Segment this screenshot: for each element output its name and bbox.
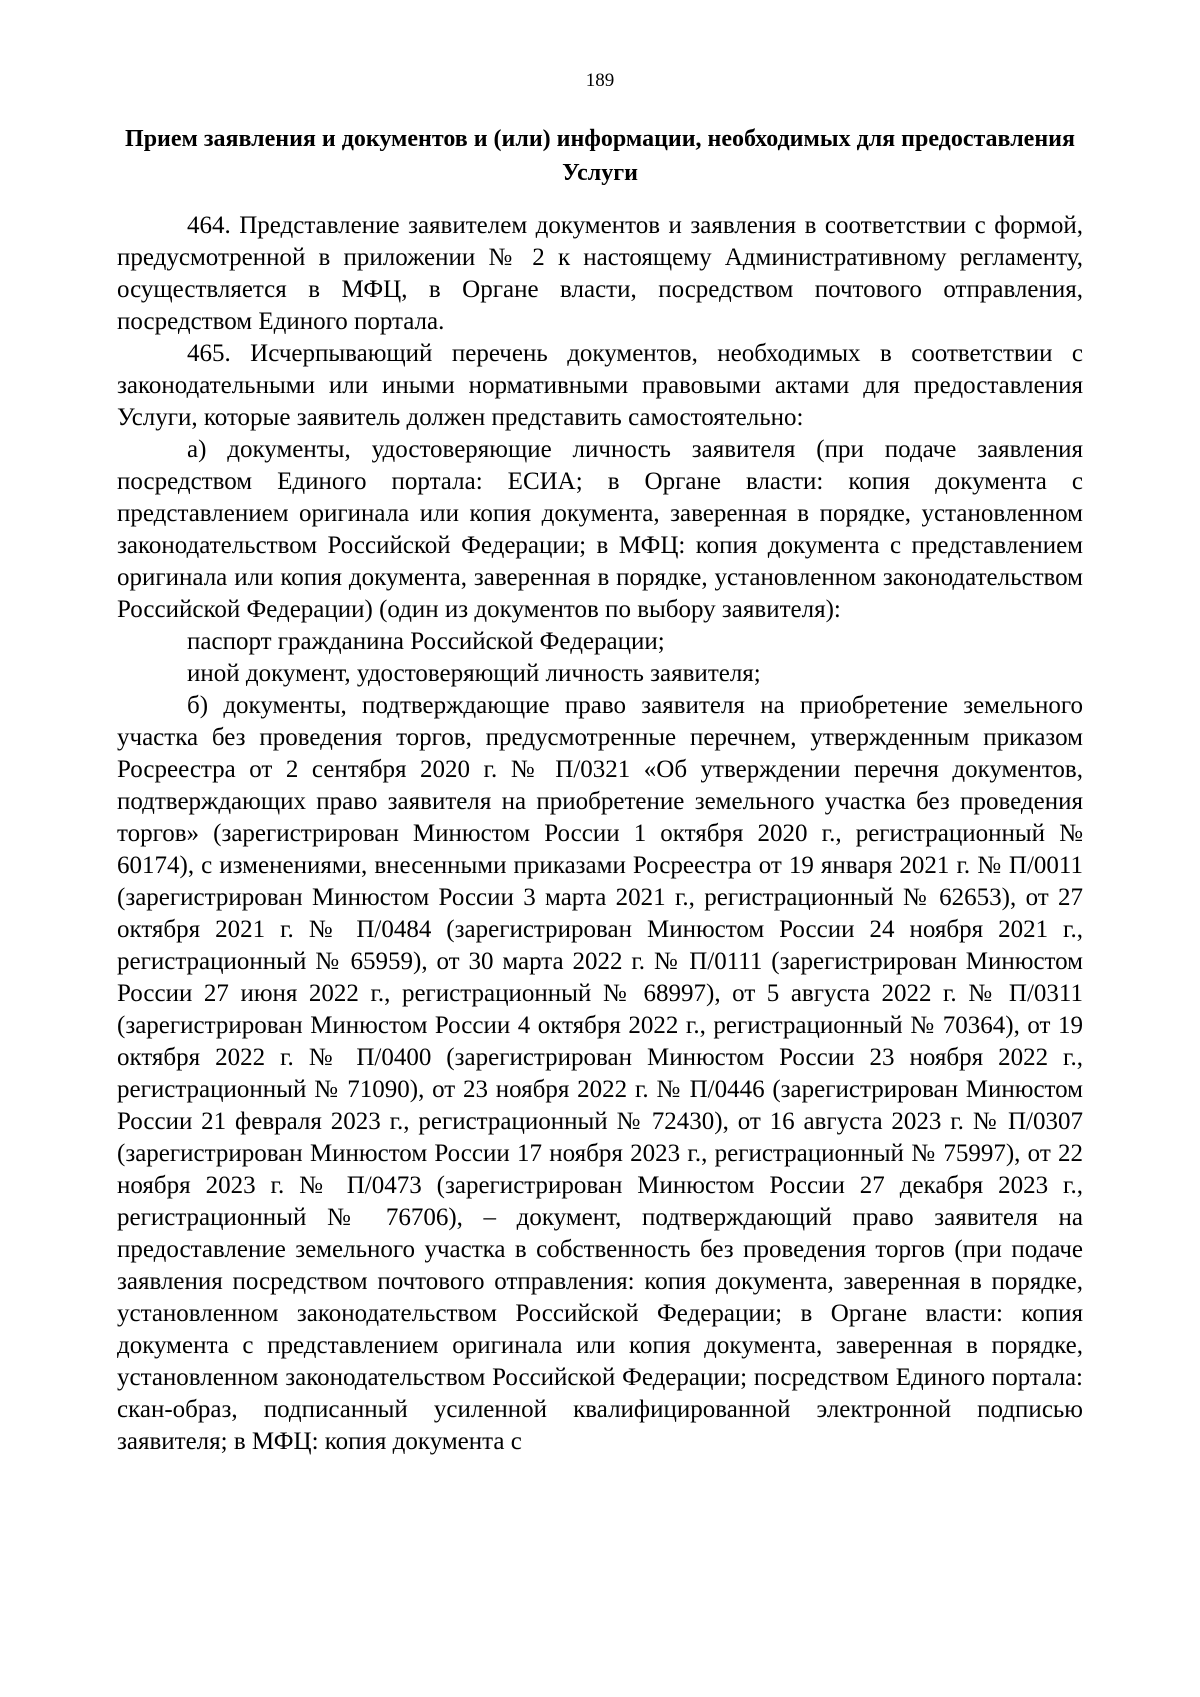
list-item-other-id: иной документ, удостоверяющий личность заявителя; [187, 660, 761, 687]
page-number: 189 [585, 70, 615, 91]
paragraph-item-a: а) документы, удостоверяющие личность заявителя (при подаче заявления посредством Единого портала: ЕСИА; в Органе власти: копия документа с представлением оригинала или копия документа, заверенная в порядке, установленном законодательством Российской Федерации; в МФЦ: копия документа с представлением оригинала или копия документа, заверенная в порядке, установленном законодательством Российской Федерации) (один из документов по выбору заявителя): [117, 436, 1083, 623]
section-heading: Прием заявления и документов и (или) информации, необходимых для предоставления Услуги [125, 126, 1075, 186]
list-item-passport: паспорт гражданина Российской Федерации; [187, 628, 665, 655]
paragraph-464: 464. Представление заявителем документов и заявления в соответствии с формой, предусмотренной в приложении № 2 к настоящему Административному регламенту, осуществляется в МФЦ, в Органе власти, посредством почтового отправления, посредством Единого портала. [117, 212, 1083, 335]
document-body [117, 210, 1083, 1458]
paragraph-item-b: б) документы, подтверждающие право заявителя на приобретение земельного участка без проведения торгов, предусмотренные перечнем, утвержденным приказом Росреестра от 2 сентября 2020 г. № П/0321 «Об утверждении перечня документов, подтверждающих право заявителя на приобретение земельного участка без проведения торгов» (зарегистрирован Минюстом России 1 октября 2020 г., регистрационный № 60174), с изменениями, внесенными приказами Росреестра от 19 января 2021 г. № П/0011 (зарегистрирован Минюстом России 3 марта 2021 г., регистрационный № 62653), от 27 октября 2021 г. № П/0484 (зарегистрирован Минюстом России 24 ноября 2021 г., регистрационный № 65959), от 30 марта 2022 г. № П/0111 (зарегистрирован Минюстом России 27 июня 2022 г., регистрационный № 68997), от 5 августа 2022 г. № П/0311 (зарегистрирован Минюстом России 4 октября 2022 г., регистрационный № 70364), от 19 октября 2022 г. № П/0400 (зарегистрирован Минюстом России 23 ноября 2022 г., регистрационный № 71090), от 23 ноября 2022 г. № П/0446 (зарегистрирован Минюстом России 21 февраля 2023 г., регистрационный № 72430), от 16 августа 2023 г. № П/0307 (зарегистрирован Минюстом России 17 ноября 2023 г., регистрационный № 75997), от 22 ноября 2023 г. № П/0473 (зарегистрирован Минюстом России 27 декабря 2023 г., регистрационный № 76706), – документ, подтверждающий право заявителя на предоставление земельного участка в собственность без проведения торгов (при подаче заявления посредством почтового отправления: копия документа, заверенная в порядке, установленном законодательством Российской Федерации; в Органе власти: копия документа с представлением оригинала или копия документа, заверенная в порядке, установленном законодательством Российской Федерации; посредством Единого портала: скан-образ, подписанный усиленной квалифицированной электронной подписью заявителя; в МФЦ: копия документа с [117, 692, 1083, 1455]
paragraph-465: 465. Исчерпывающий перечень документов, необходимых в соответствии с законодательными или иными нормативными правовыми актами для предоставления Услуги, которые заявитель должен представить самостоятельно: [117, 340, 1083, 431]
